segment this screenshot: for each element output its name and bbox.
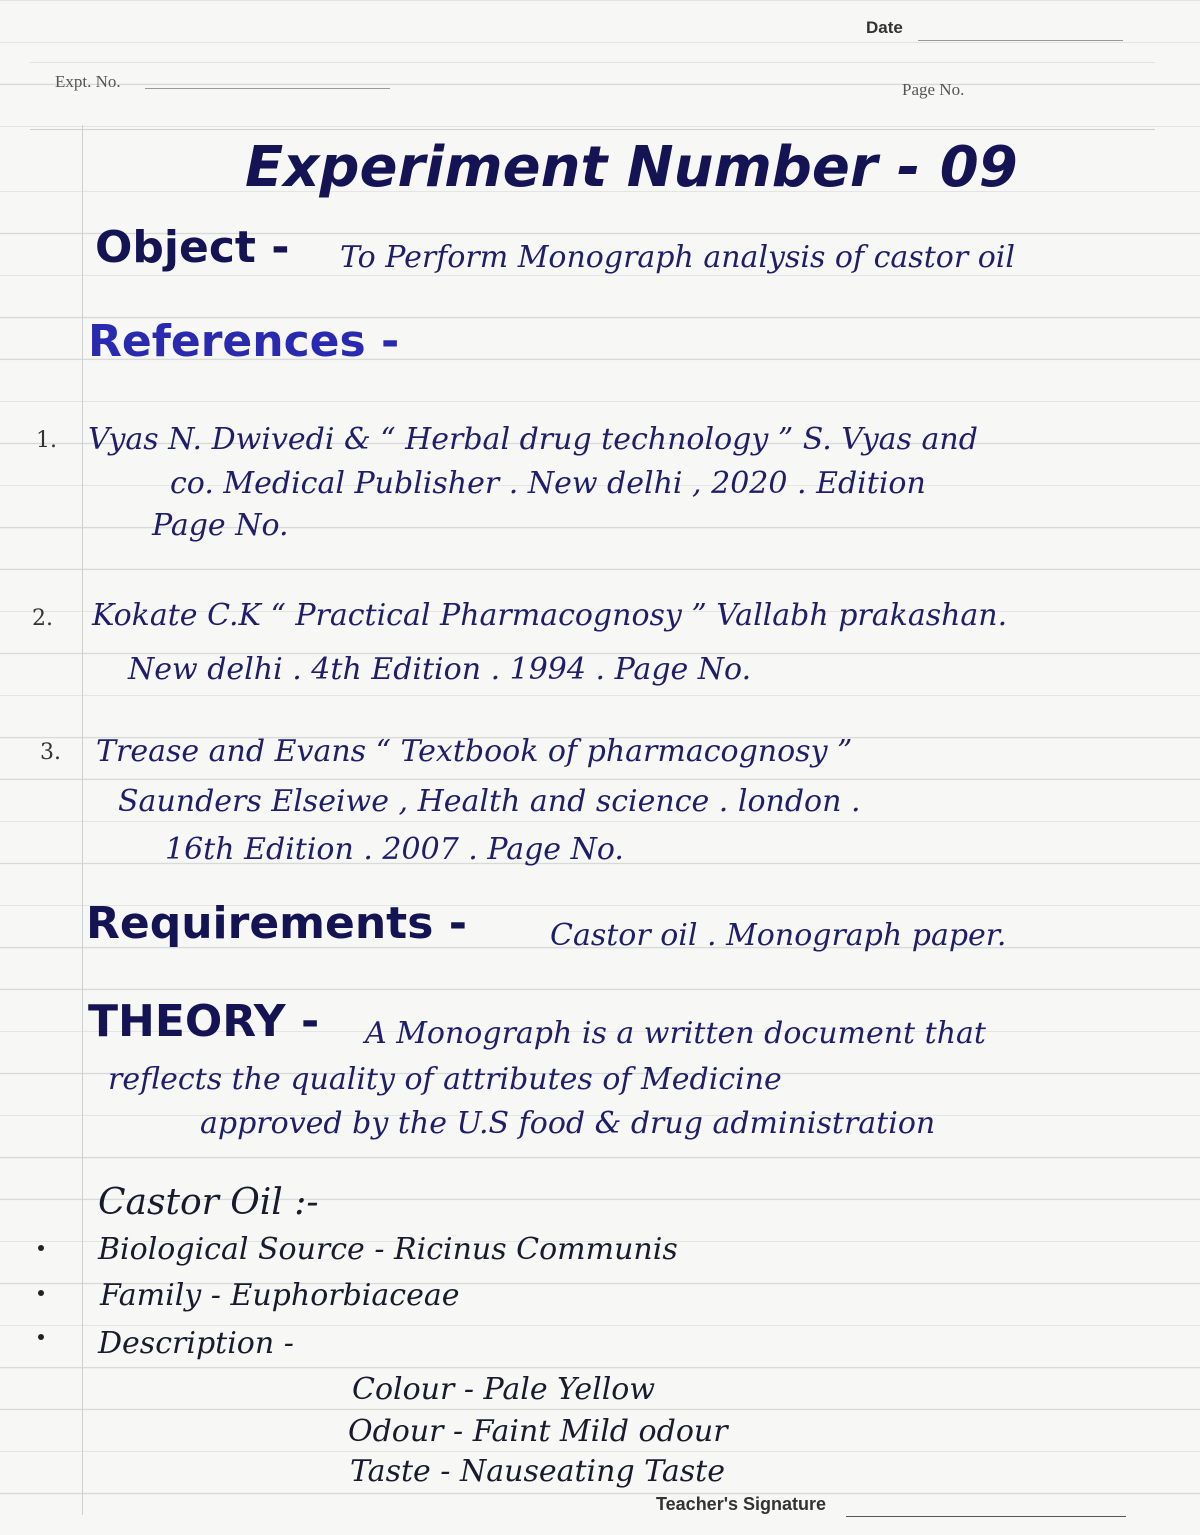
castor-oil-heading: Castor Oil :- (98, 1182, 319, 1223)
object-text: To Perform Monograph analysis of castor oil (340, 240, 1015, 275)
castor-bullet: Biological Source - Ricinus Communis (98, 1232, 678, 1267)
margin-line (82, 125, 83, 1515)
references-label: References - (88, 316, 400, 367)
reference-line: Trease and Evans “ Textbook of pharmacognosy ” (96, 734, 853, 769)
theory-label: THEORY - (88, 996, 320, 1047)
expt-no-label: Expt. No. (55, 72, 121, 91)
castor-bullet: Family - Euphorbiaceae (100, 1278, 460, 1313)
reference-line: 16th Edition . 2007 . Page No. (165, 832, 624, 867)
page-title: Experiment Number - 09 (245, 135, 1018, 200)
object-label: Object - (95, 222, 290, 273)
description-line: Colour - Pale Yellow (352, 1372, 656, 1407)
reference-line: Page No. (152, 508, 289, 543)
expt-no-line (145, 88, 390, 89)
reference-number: 1. (36, 428, 57, 453)
bullet-dot (38, 1245, 44, 1251)
reference-number: 3. (40, 740, 61, 765)
castor-bullet: Description - (98, 1326, 294, 1361)
theory-line: reflects the quality of attributes of Medicine (108, 1062, 782, 1097)
reference-line: New delhi . 4th Edition . 1994 . Page No. (128, 652, 752, 687)
reference-line: Kokate C.K “ Practical Pharmacognosy ” Vallabh prakashan. (92, 598, 1008, 633)
header-box (30, 62, 1155, 130)
teacher-signature-label: Teacher's Signature (656, 1494, 827, 1514)
description-line: Odour - Faint Mild odour (348, 1414, 728, 1449)
page-no-label: Page No. (902, 80, 965, 99)
requirements-label: Requirements - (86, 898, 467, 949)
reference-number: 2. (32, 606, 53, 631)
bullet-dot (38, 1334, 44, 1340)
bullet-dot (38, 1290, 44, 1296)
reference-line: Vyas N. Dwivedi & “ Herbal drug technology ” S. Vyas and (88, 422, 978, 457)
requirements-text: Castor oil . Monograph paper. (550, 918, 1007, 953)
reference-line: co. Medical Publisher . New delhi , 2020 . Edition (170, 466, 926, 501)
date-label: Date (866, 18, 903, 37)
theory-line: A Monograph is a written document that (365, 1016, 986, 1051)
description-line: Taste - Nauseating Taste (350, 1454, 725, 1489)
reference-line: Saunders Elseiwe , Health and science . london . (118, 784, 861, 819)
signature-line (846, 1516, 1126, 1517)
date-line (918, 40, 1123, 41)
theory-line: approved by the U.S food & drug administration (200, 1106, 936, 1141)
